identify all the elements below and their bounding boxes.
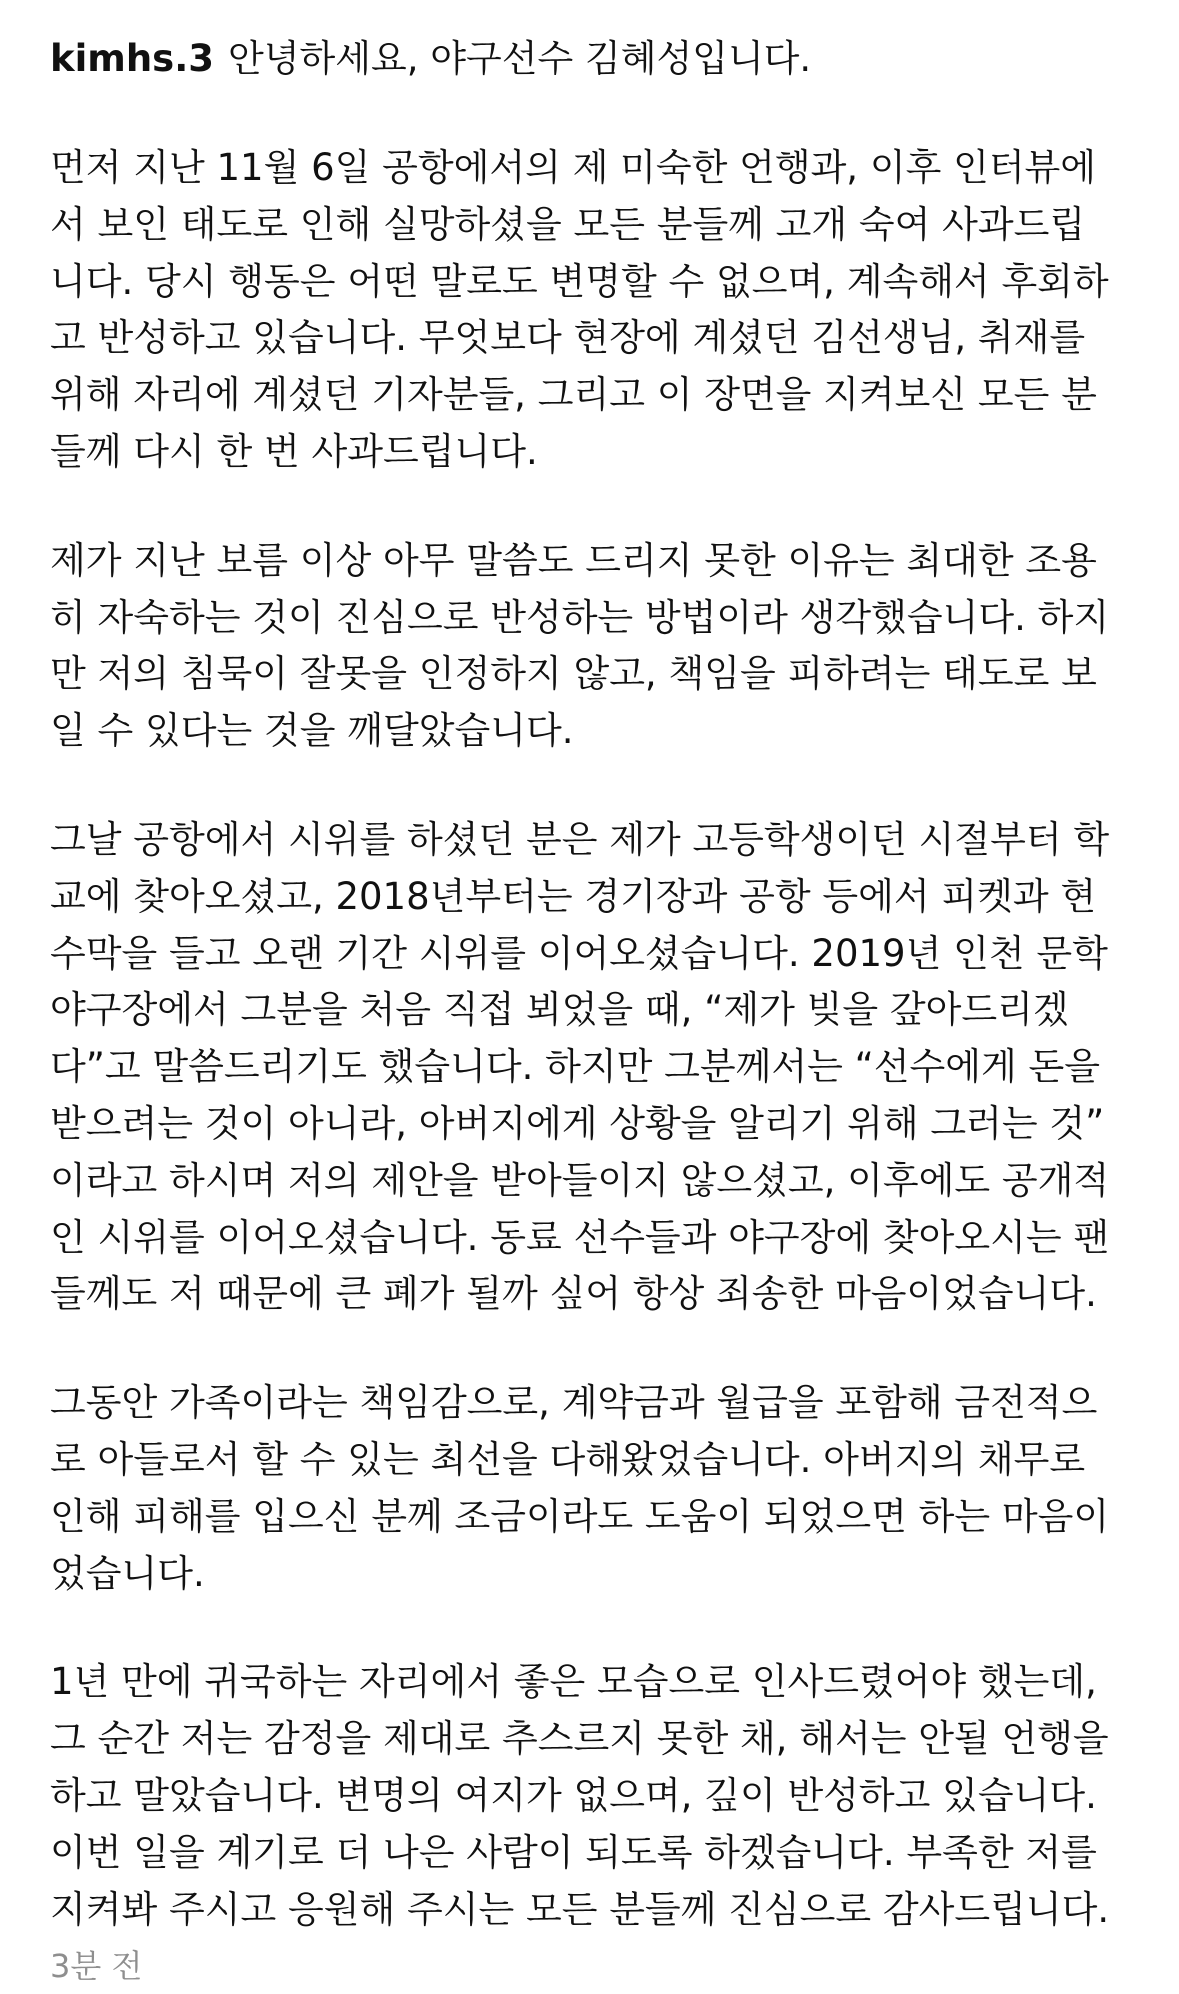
caption-line: 니다. 당시 행동은 어떤 말로도 변명할 수 없으며, 계속해서 후회하 [50, 259, 1109, 303]
caption-paragraph-3 [50, 812, 1135, 1323]
paragraph-spacer [50, 1323, 1135, 1375]
caption-line: 그동안 가족이라는 책임감으로, 계약금과 월급을 포함해 금전적으 [50, 1381, 1098, 1425]
caption-line: 인 시위를 이어오셨습니다. 동료 선수들과 야구장에 찾아오시는 팬 [50, 1215, 1110, 1259]
caption-line: 수막을 들고 오랜 기간 시위를 이어오셨습니다. 2019년 인천 문학 [50, 931, 1108, 975]
post-caption [50, 30, 1135, 1994]
caption-line: 제가 지난 보름 이상 아무 말씀도 드리지 못한 이유는 최대한 조용 [50, 538, 1097, 582]
caption-line: 하고 말았습니다. 변명의 여지가 없으며, 깊이 반성하고 있습니다. [50, 1773, 1097, 1817]
caption-line: 만 저의 침묵이 잘못을 인정하지 않고, 책임을 피하려는 태도로 보 [50, 652, 1097, 696]
paragraph-spacer [50, 88, 1135, 140]
paragraph-spacer [50, 1602, 1135, 1654]
caption-line: 로 아들로서 할 수 있는 최선을 다해왔었습니다. 아버지의 채무로 [50, 1437, 1086, 1481]
caption-line: 위해 자리에 계셨던 기자분들, 그리고 이 장면을 지켜보신 모든 분 [50, 373, 1097, 417]
caption-paragraph-1 [50, 140, 1135, 481]
caption-line: 었습니다. [50, 1551, 205, 1595]
caption-line: 이번 일을 계기로 더 나은 사람이 되도록 하겠습니다. 부족한 저를 [50, 1830, 1097, 1874]
caption-line: 들께도 저 때문에 큰 폐가 될까 싶어 항상 죄송한 마음이었습니다. [50, 1272, 1097, 1316]
caption-line: 히 자숙하는 것이 진심으로 반성하는 방법이라 생각했습니다. 하지 [50, 595, 1110, 639]
caption-line: 일 수 있다는 것을 깨달았습니다. [50, 709, 574, 753]
caption-line: 들께 다시 한 번 사과드립니다. [50, 429, 538, 473]
post-timestamp: 3분 전 [50, 1947, 143, 1986]
caption-paragraph-2 [50, 533, 1135, 760]
caption-line: 서 보인 태도로 인해 실망하셨을 모든 분들께 고개 숙여 사과드립 [50, 202, 1086, 246]
caption-greeting: 안녕하세요, 야구선수 김혜성입니다. [228, 37, 812, 80]
caption-line: 그 순간 저는 감정을 제대로 추스르지 못한 채, 해서는 안될 언행을 [50, 1717, 1109, 1761]
caption-line: 받으려는 것이 아니라, 아버지에게 상황을 알리기 위해 그러는 것” [50, 1101, 1105, 1145]
paragraph-spacer [50, 760, 1135, 812]
caption-line: 고 반성하고 있습니다. 무엇보다 현장에 계셨던 김선생님, 취재를 [50, 316, 1086, 360]
caption-line: 1년 만에 귀국하는 자리에서 좋은 모습으로 인사드렸어야 했는데, [50, 1660, 1097, 1704]
caption-line: 야구장에서 그분을 처음 직접 뵈었을 때, “제가 빚을 갚아드리겠 [50, 988, 1069, 1032]
caption-line: 다”고 말씀드리기도 했습니다. 하지만 그분께서는 “선수에게 돈을 [50, 1045, 1100, 1089]
caption-line: 지켜봐 주시고 응원해 주시는 모든 분들께 진심으로 감사드립니다. [50, 1887, 1110, 1931]
caption-line: 인해 피해를 입으신 분께 조금이라도 도움이 되었으면 하는 마음이 [50, 1494, 1110, 1538]
caption-paragraph-5 [50, 1654, 1135, 1938]
username-link[interactable]: kimhs.3 [50, 37, 215, 80]
caption-paragraph-4 [50, 1375, 1135, 1602]
caption-header [50, 30, 1135, 88]
caption-line: 먼저 지난 11월 6일 공항에서의 제 미숙한 언행과, 이후 인터뷰에 [50, 146, 1097, 189]
caption-line: 그날 공항에서 시위를 하셨던 분은 제가 고등학생이던 시절부터 학 [50, 817, 1110, 861]
caption-line: 교에 찾아오셨고, 2018년부터는 경기장과 공항 등에서 피켓과 현 [50, 874, 1097, 918]
caption-line: 이라고 하시며 저의 제안을 받아들이지 않으셨고, 이후에도 공개적 [50, 1158, 1110, 1202]
paragraph-spacer [50, 481, 1135, 533]
